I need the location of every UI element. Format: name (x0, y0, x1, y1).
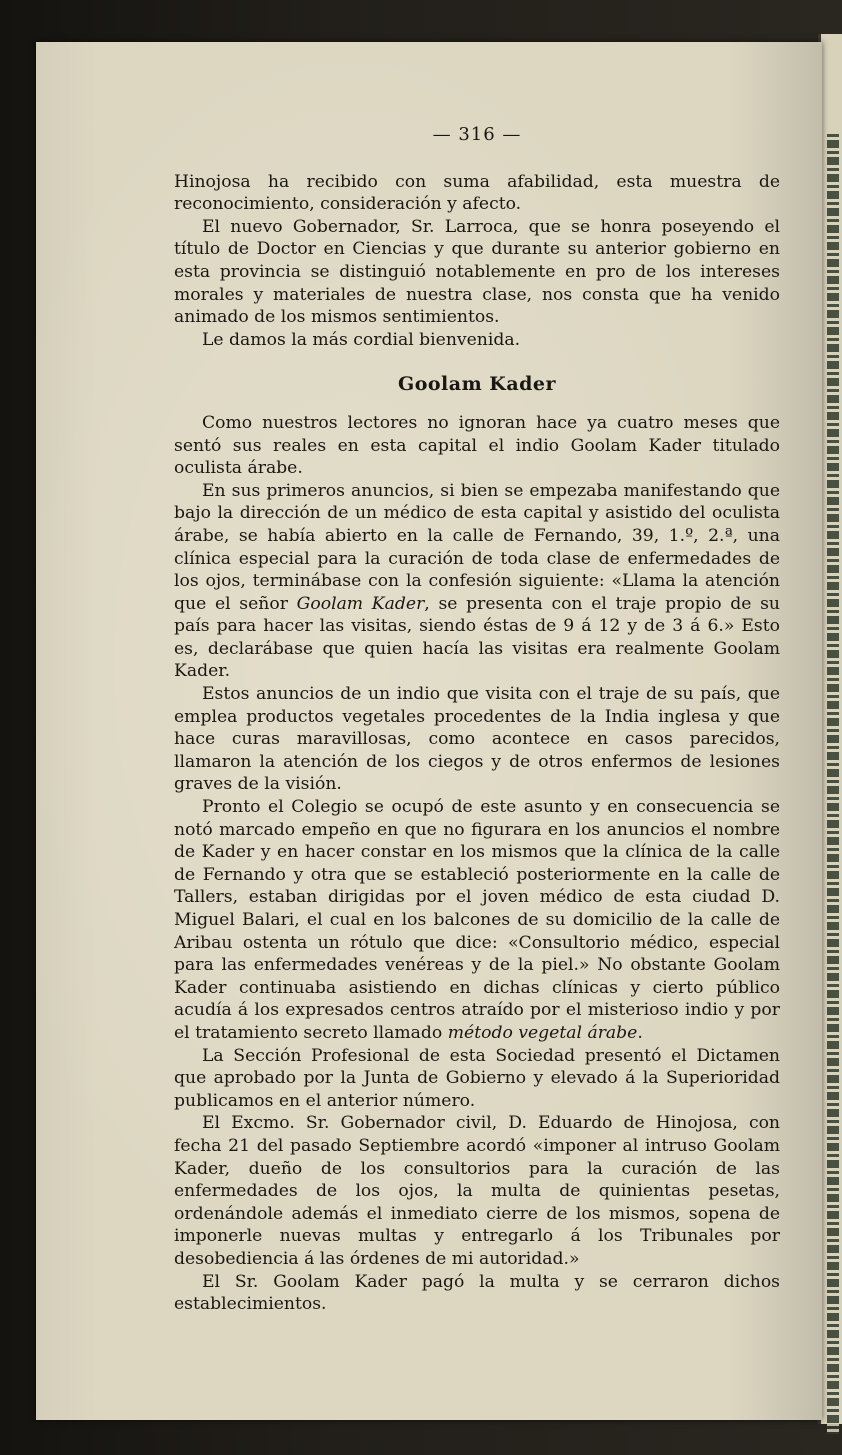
paragraph: Le damos la más cordial bienvenida. (202, 329, 521, 350)
paragraph: El Sr. Goolam Kader pagó la multa y se cerraron dichos establecimientos. (174, 1271, 780, 1315)
italic-name: Goolam Kader (296, 593, 425, 614)
paragraph: El Excmo. Sr. Gobernador civil, D. Eduardo de Hinojosa, con fecha 21 del pasado Septiembre acordó «imponer al intruso Goolam Kader, dueño de los consultorios para la curación de las enfermedades de los ojos, la multa de quinientas pesetas, ordenándole además el inmediato cierre de los mismos, sopena de imponerle nuevas multas y entregarlo á los Tribunales por desobediencia á las órdenes de mi autoridad.» (174, 1113, 780, 1269)
page-text (174, 124, 780, 1316)
decorative-border (827, 134, 839, 1434)
paragraph: Estos anuncios de un indio que visita con el traje de su país, que emplea productos vegetales procedentes de la India inglesa y que hace curas maravillosas, como acontece en casos parecidos, llamaron la atención de los ciegos y de otros enfermos de lesiones graves de la visión. (174, 684, 780, 795)
text-run: . (637, 1022, 643, 1043)
page-number: — 316 — (432, 124, 522, 145)
text-run: Pronto el Colegio se ocupó de este asunto y en consecuencia se notó marcado empeño en que no figurara en los anuncios el nombre de Kader y en hacer constar en los mismos que la clínica de la calle de Fernando y otra que se estableció posteriormente en la calle de Tallers, estaban dirigidas por el joven médico de esta ciudad D. Miguel Balari, el cual en los balcones de su domicilio de la calle de Aribau ostenta un rótulo que dice: «Consultorio médico, especial para las enfermedades venéreas y de la piel.» No obstante Goolam Kader continuaba asistiendo en dichas clínicas y cierto público acudía á los expresados centros atraído por el misterioso indio y por el tratamiento secreto llamado (174, 797, 780, 1043)
text-run: , se presenta con el traje propio de su país para hacer las visitas, siendo éstas de 9 á 12 y de 3 á 6.» Esto es, declarábase que quien hacía las visitas era realmente Goolam Kader. (174, 593, 780, 682)
paragraph (174, 796, 780, 1045)
italic-term: método vegetal árabe (447, 1022, 638, 1043)
paragraph (174, 480, 780, 683)
paragraph: Como nuestros lectores no ignoran hace ya cuatro meses que sentó sus reales en esta capital el indio Goolam Kader titulado oculista árabe. (174, 412, 780, 479)
paragraph: El nuevo Gobernador, Sr. Larroca, que se honra poseyendo el título de Doctor en Ciencias y que durante su anterior gobierno en esta provincia se distinguió notablemente en pro de los intereses morales y materiales de nuestra clase, nos consta que ha venido animado de los mismos sentimientos. (174, 216, 780, 328)
paragraph: La Sección Profesional de esta Sociedad presentó el Dictamen que aprobado por la Junta de Gobierno y elevado á la Superioridad publicamos en el anterior número. (174, 1045, 780, 1111)
text-run: En sus primeros anuncios, si bien se empezaba manifestando que bajo la dirección de un médico de esta capital y asistido del oculista árabe, se había abierto en la calle de Fernando, 39, 1.º, 2.ª, una clínica especial para la curación de toda clase de enfermedades de los ojos, terminábase con la confesión siguiente: «Llama la atención que el señor (174, 480, 780, 614)
paragraph: Hinojosa ha recibido con suma afabilidad, esta muestra de reconocimiento, consideración y afecto. (174, 171, 780, 215)
section-heading: Goolam Kader (397, 373, 557, 396)
